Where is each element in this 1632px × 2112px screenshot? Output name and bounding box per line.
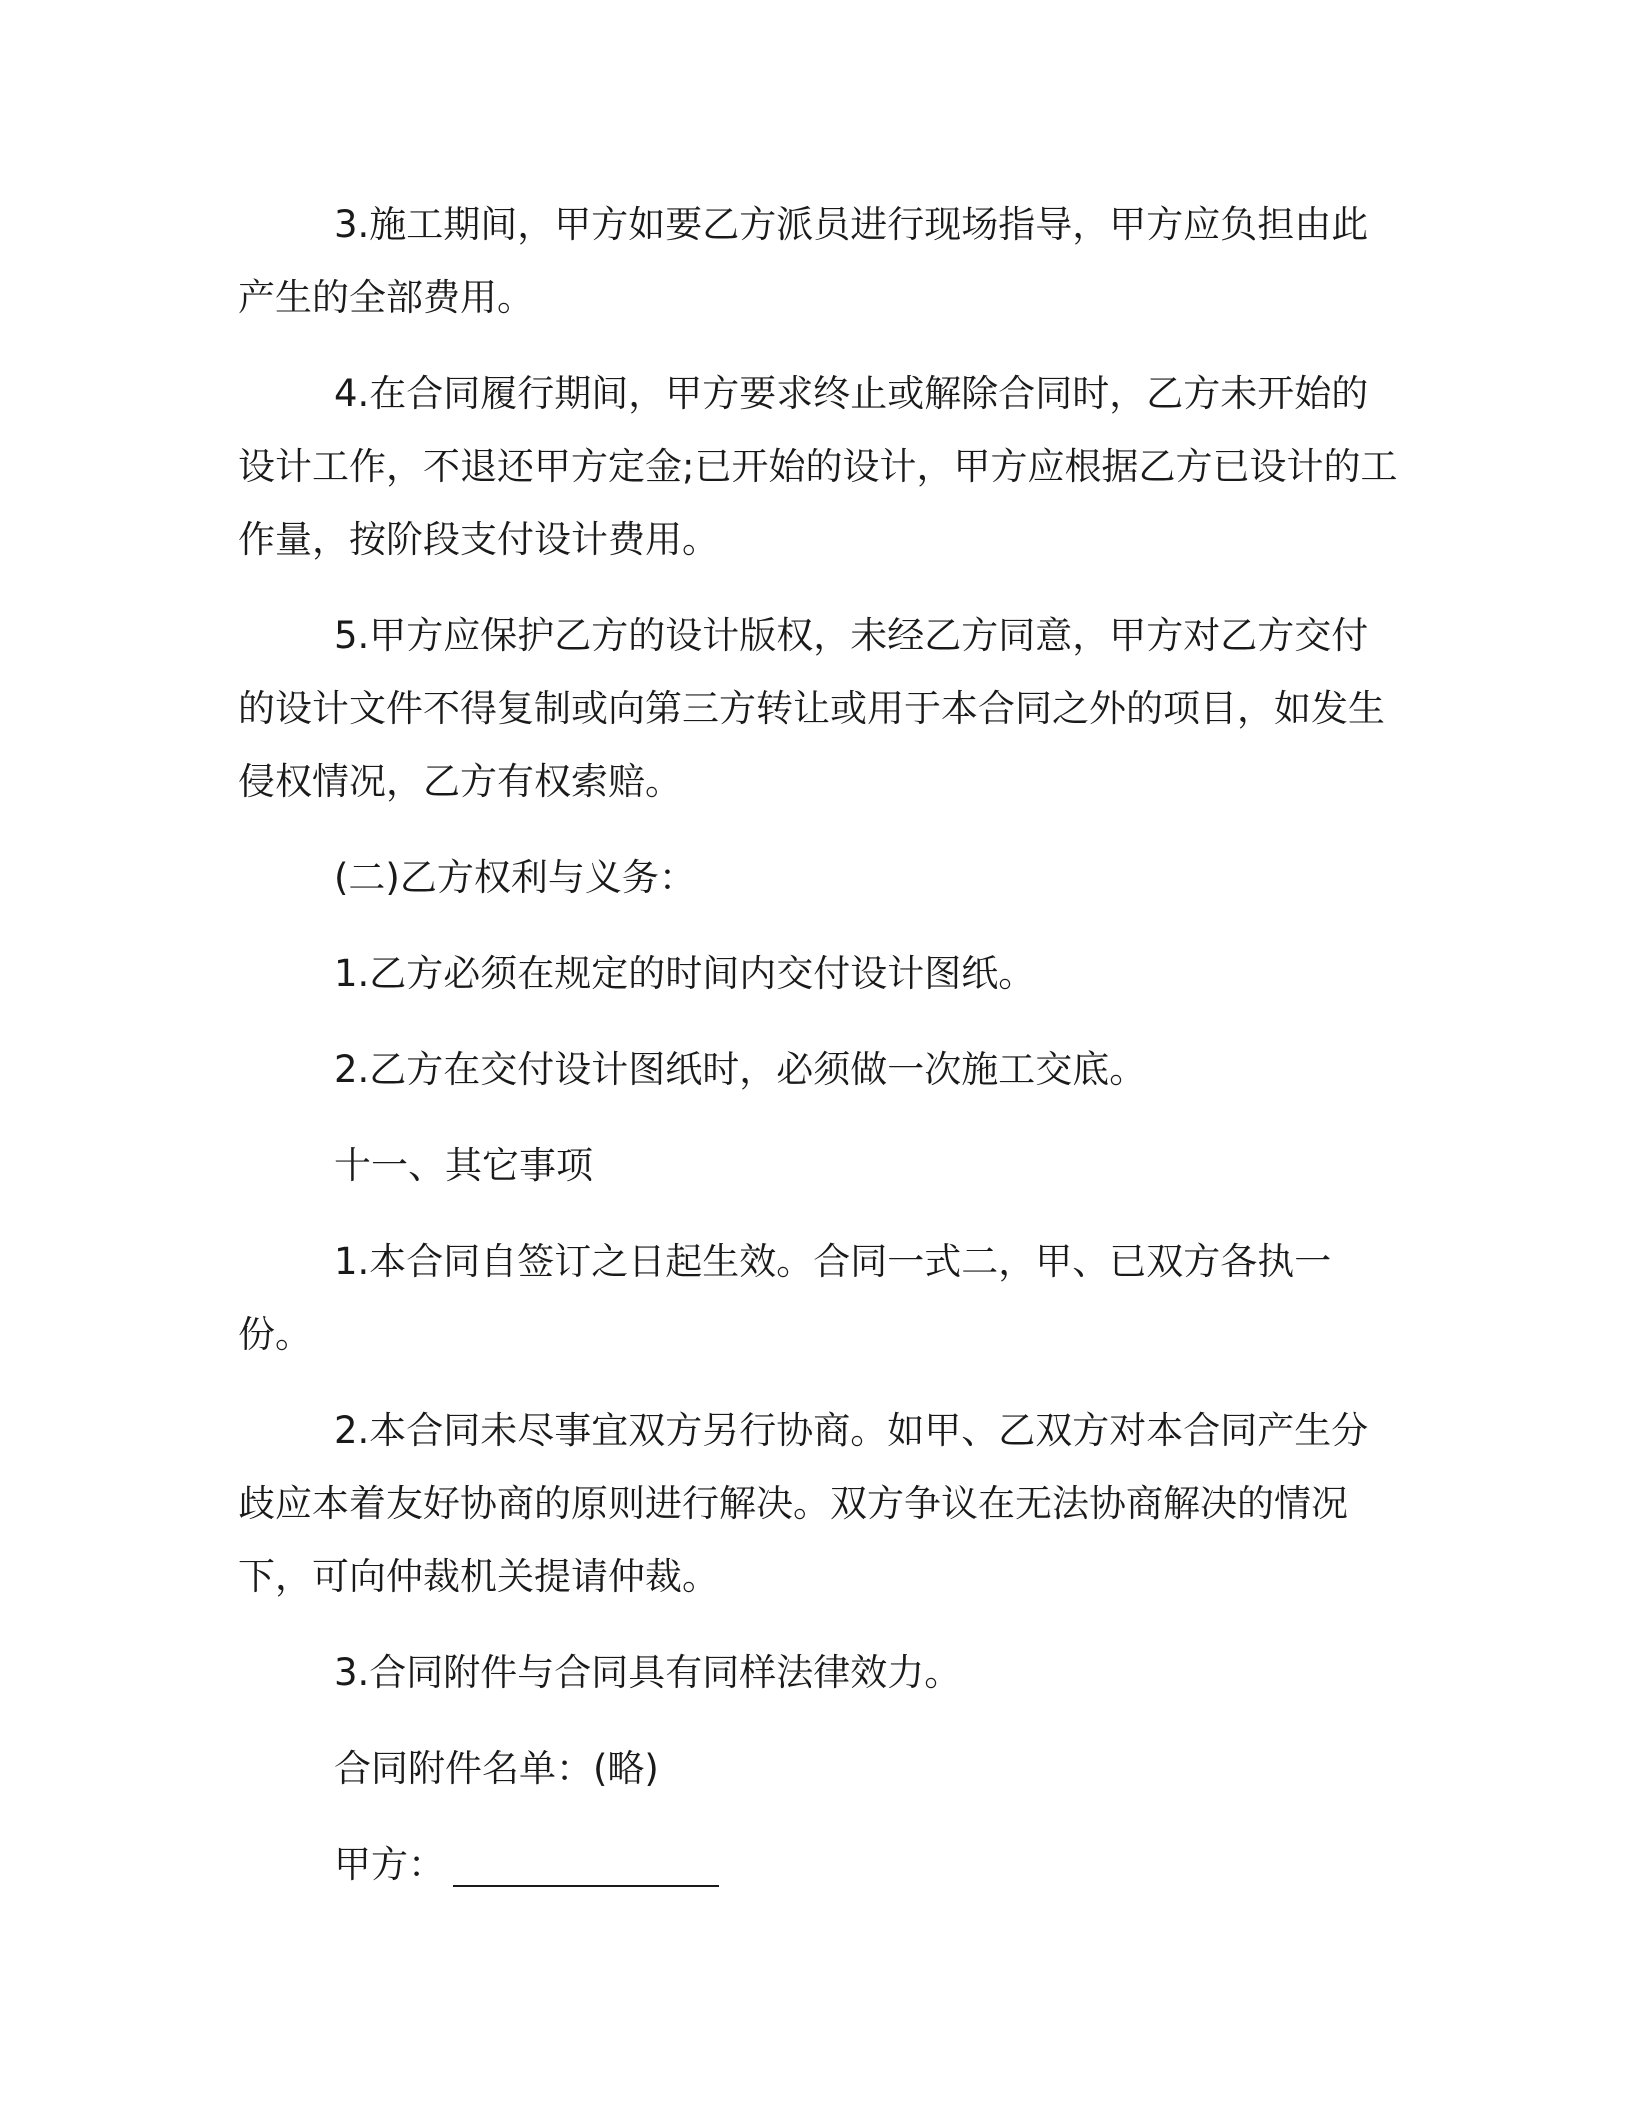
clause-4-termination: 4.在合同履行期间，甲方要求终止或解除合同时，乙方未开始的设计工作，不退还甲方定金;已开始的设计，甲方应根据乙方已设计的工作量，按阶段支付设计费用。 <box>238 372 1398 561</box>
clause-5-copyright: 5.甲方应保护乙方的设计版权，未经乙方同意，甲方对乙方交付的设计文件不得复制或向第三方转让或用于本合同之外的项目，如发生侵权情况，乙方有权索赔。 <box>238 614 1385 803</box>
clause-3-site-guidance: 3.施工期间，甲方如要乙方派员进行现场指导，甲方应负担由此产生的全部费用。 <box>238 203 1369 319</box>
document-body <box>238 188 1398 1901</box>
signature-blank-line <box>453 1845 719 1887</box>
other-clause-1: 1.本合同自签订之日起生效。合同一式二，甲、已双方各执一份。 <box>238 1240 1332 1356</box>
other-clause-3: 3.合同附件与合同具有同样法律效力。 <box>334 1651 962 1694</box>
signature-label: 甲方： <box>334 1843 445 1886</box>
party-b-clause-2: 2.乙方在交付设计图纸时，必须做一次施工交底。 <box>334 1048 1147 1091</box>
party-b-clause-1: 1.乙方必须在规定的时间内交付设计图纸。 <box>334 952 1036 995</box>
attachment-list: 合同附件名单：(略) <box>334 1747 659 1790</box>
section-party-b-rights: (二)乙方权利与义务： <box>334 856 696 899</box>
section-eleven-heading: 十一、其它事项 <box>334 1144 593 1187</box>
signature-row <box>238 1828 1398 1901</box>
other-clause-2: 2.本合同未尽事宜双方另行协商。如甲、乙双方对本合同产生分歧应本着友好协商的原则进行解决。双方争议在无法协商解决的情况下，可向仲裁机关提请仲裁。 <box>238 1409 1369 1598</box>
